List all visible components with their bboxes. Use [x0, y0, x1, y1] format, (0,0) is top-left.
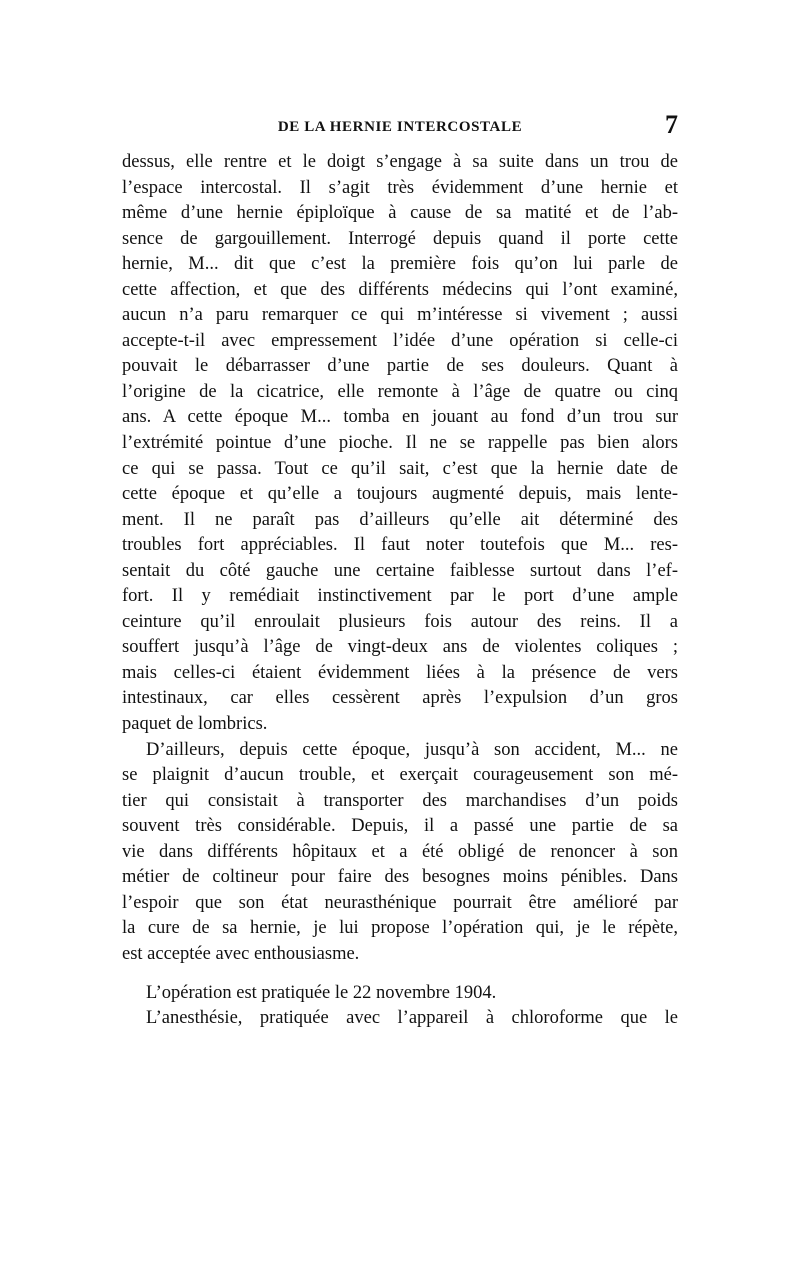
text-line: cette époque et qu’elle a toujours augmenté depuis, mais lente- [122, 484, 678, 505]
running-head [122, 110, 678, 144]
text-line: l’espoir que son état neurasthénique pourrait être amélioré par [122, 892, 678, 913]
page-number: 7 [665, 110, 678, 139]
text-line: ment. Il ne paraît pas d’ailleurs qu’elle ait déterminé des [122, 509, 678, 530]
text-line: la cure de sa hernie, je lui propose l’opération qui, je le répète, [122, 918, 678, 939]
text-line: cette affection, et que des différents médecins qui l’ont examiné, [122, 279, 678, 300]
text-line: D’ailleurs, depuis cette époque, jusqu’à son accident, M... ne [146, 739, 678, 760]
text-line: même d’une hernie épiploïque à cause de sa matité et de l’ab- [122, 203, 678, 224]
body-text [122, 150, 678, 1032]
text-line: est acceptée avec enthousiasme. [122, 943, 360, 964]
text-line: ans. A cette époque M... tomba en jouant au fond d’un trou sur [122, 407, 678, 428]
text-line: l’extrémité pointue d’une pioche. Il ne se rappelle pas bien alors [122, 433, 678, 454]
text-line: hernie, M... dit que c’est la première fois qu’on lui parle de [122, 254, 678, 275]
text-line: vie dans différents hôpitaux et a été obligé de renoncer à son [122, 841, 678, 862]
text-line: dessus, elle rentre et le doigt s’engage à sa suite dans un trou de [122, 152, 678, 172]
text-line: ce qui se passa. Tout ce qu’il sait, c’est que la hernie date de [122, 458, 678, 479]
text-line: souffert jusqu’à l’âge de vingt-deux ans de violentes coliques ; [122, 637, 678, 658]
text-line: sentait du côté gauche une certaine faiblesse surtout dans l’ef- [122, 560, 678, 581]
text-line: ceinture qu’il enroulait plusieurs fois autour des reins. Il a [122, 611, 678, 632]
running-title: DE LA HERNIE INTERCOSTALE [277, 119, 523, 135]
text-line: pouvait le débarrasser d’une partie de ses douleurs. Quant à [122, 356, 678, 377]
text-line: tier qui consistait à transporter des marchandises d’un poids [122, 790, 678, 811]
text-line: aucun n’a paru remarquer ce qui m’intéresse si vivement ; aussi [122, 305, 678, 326]
text-line: accepte-t-il avec empressement l’idée d’une opération si celle-ci [122, 330, 678, 351]
text-line: se plaignit d’aucun trouble, et exerçait courageusement son mé- [122, 765, 678, 786]
text-line: L’opération est pratiquée le 22 novembre 1904. [146, 982, 497, 1003]
text-line: l’espace intercostal. Il s’agit très évidemment d’une hernie et [122, 177, 678, 198]
text-line: L’anesthésie, pratiquée avec l’appareil à chloroforme que le [146, 1008, 678, 1029]
text-line: l’origine de la cicatrice, elle remonte à l’âge de quatre ou cinq [122, 381, 678, 402]
text-line: métier de coltineur pour faire des besognes moins pénibles. Dans [122, 867, 678, 888]
paragraph-gap [122, 968, 678, 981]
text-line: fort. Il y remédiait instinctivement par le port d’une ample [122, 586, 678, 607]
text-line: intestinaux, car elles cessèrent après l’expulsion d’un gros [122, 688, 678, 709]
text-line: sence de gargouillement. Interrogé depuis quand il porte cette [122, 228, 678, 249]
text-line: paquet de lombrics. [122, 714, 268, 735]
text-line: mais celles-ci étaient évidemment liées à la présence de vers [122, 662, 678, 683]
text-line: troubles fort appréciables. Il faut noter toutefois que M... res- [122, 535, 678, 556]
text-line: souvent très considérable. Depuis, il a passé une partie de sa [122, 816, 678, 837]
